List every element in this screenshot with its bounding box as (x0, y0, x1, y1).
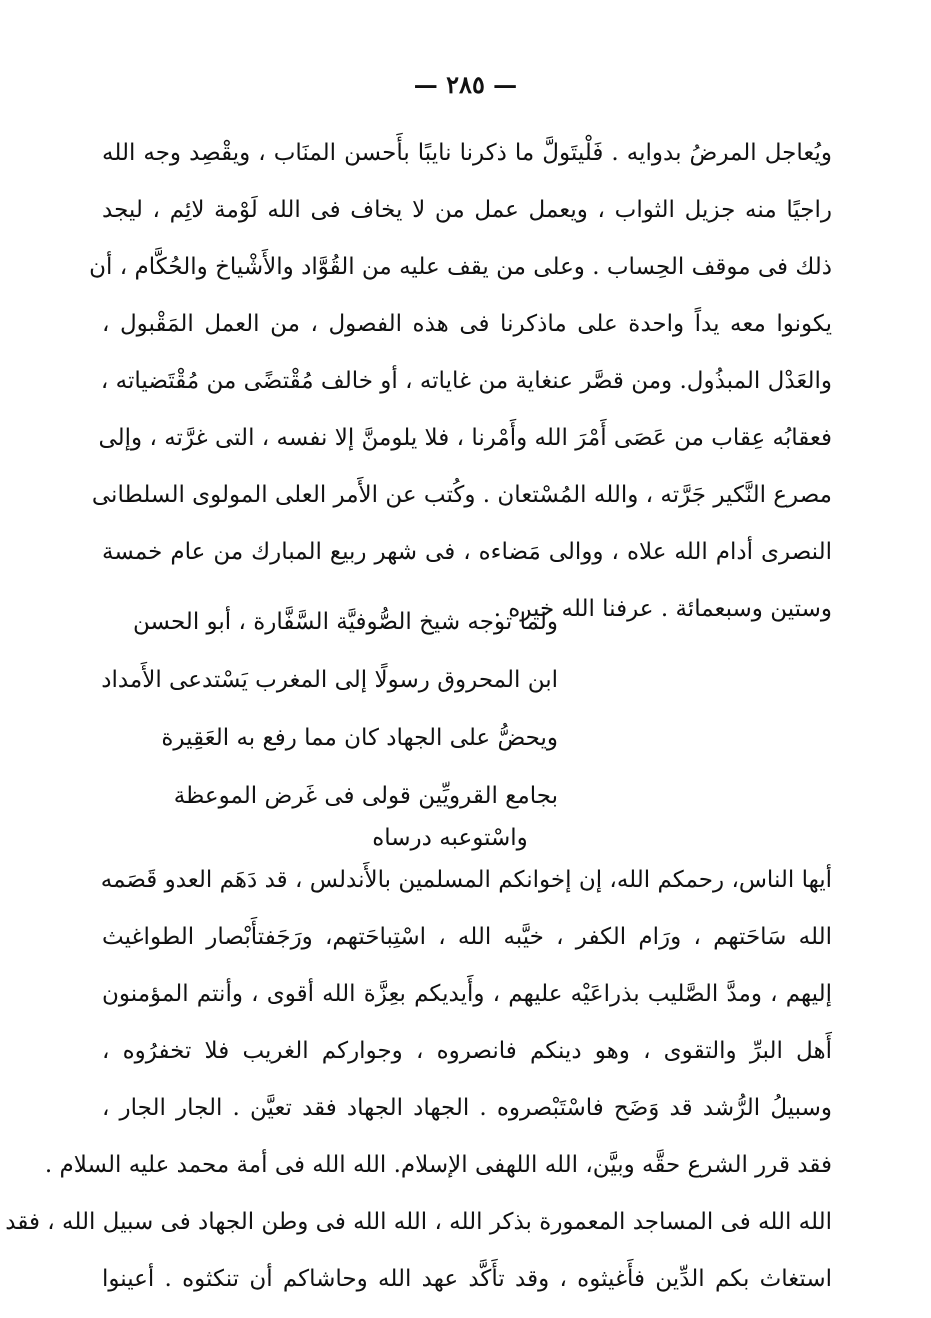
text-line: وستين وسبعمائة . عرفنا الله خيره . (493, 596, 832, 622)
text-line: راجيًا منه جزيل الثواب ، ويعمل عمل من لا يخاف فى الله لَوْمة لائِم ، ليجد (102, 197, 832, 223)
text-line: النصرى أدام الله علاه ، ووالى مَضاءه ، فى شهر ربيع المبارك من عام خمسة (102, 539, 832, 565)
text-line: مصرع النَّكير جَرَّته ، والله المُسْتعان . وكُتب عن الأَمر العلى المولوى السلطانى (91, 482, 832, 508)
page-number: — ٢٨٥ — (413, 70, 518, 99)
text-line: أَهل البرِّ والتقوى ، وهو دينكم فانصروه ، وجواركم الغريب فلا تخفرُوه ، (102, 1038, 832, 1064)
text-line: فعقابُه عِقاب من عَصَى أَمْرَ الله وأَمْرنا ، فلا يلومنَّ إلا نفسه ، التى غرَّته ، وإلى (98, 425, 832, 451)
text-line: ذلك فى موقف الحِساب . وعلى من يقف عليه من القُوَّاد والأَشْياخ والحُكَّام ، أن (89, 254, 832, 280)
verse-line: بجامع القرويِّين قولى فى غَرض الموعظة (173, 783, 558, 809)
text-line: استغاث بكم الدِّين فأَغيثوه ، وقد تأَكَّد عهد الله وحاشاكم أن تنكثوه . أعينوا (102, 1266, 832, 1292)
verse-line: ولما توجه شيخ الصُّوفيَّة السَّفَّارة ، أبو الحسن (132, 609, 558, 635)
verse-heading (101, 593, 558, 825)
text-line: يكونوا معه يداً واحدة على ماذكرنا فى هذه الفصول ، من العمل المَقْبول ، (102, 311, 832, 337)
prose-block-bottom (5, 852, 832, 1308)
text-line: والعَدْل المبذُول. ومن قصَّر عنغاية من غاياته ، أو خالف مُقْتضًى من مُقْتَضياته ، (100, 368, 832, 394)
text-line: وسبيلُ الرُّشد قد وَضَح فاسْتَبْصروه . الجهاد الجهاد فقد تعيَّن . الجار الجار ، (102, 1095, 832, 1121)
text-line: أيها الناس، رحمكم الله، إن إخوانكم المسلمين بالأَندلس ، قد دَهَم العدو قَصَمه (100, 867, 832, 893)
text-line: إليهم ، ومدَّ الصَّليب بذراعَيْه عليهم ، وأَيديكم بعِزَّة الله أقوى ، وأنتم المؤمنون (102, 981, 832, 1007)
verse-line: ابن المحروق رسولًا إلى المغرب يَسْتدعى الأَمداد (101, 667, 558, 693)
text-line: الله سَاحَتهم ، ورَام الكفر ، خيَّبه الله ، اسْتِباحَتهم، ورَجَفتأَبْصار الطواغيث (102, 924, 832, 950)
prose-block-top (89, 125, 832, 638)
text-line: ويُعاجل المرضُ بدوايه . فَلْيتَولَّ ما ذكرنا نايبًا بأَحسن المنَاب ، ويقْصِد وجه الله (102, 140, 832, 166)
verse-tail: واسْتوعبه درساه (372, 825, 528, 851)
text-line: الله الله فى المساجد المعمورة بذكر الله ، الله الله فى وطن الجهاد فى سبيل الله ، فقد (5, 1209, 832, 1235)
verse-line: ويحضُّ على الجهاد كان مما رفع به العَقِيرة (161, 725, 558, 751)
text-line: فقد قرر الشرع حقَّه وبيَّن، الله اللهفى الإسلام. الله الله فى أمة محمد عليه السلام . (44, 1152, 832, 1178)
